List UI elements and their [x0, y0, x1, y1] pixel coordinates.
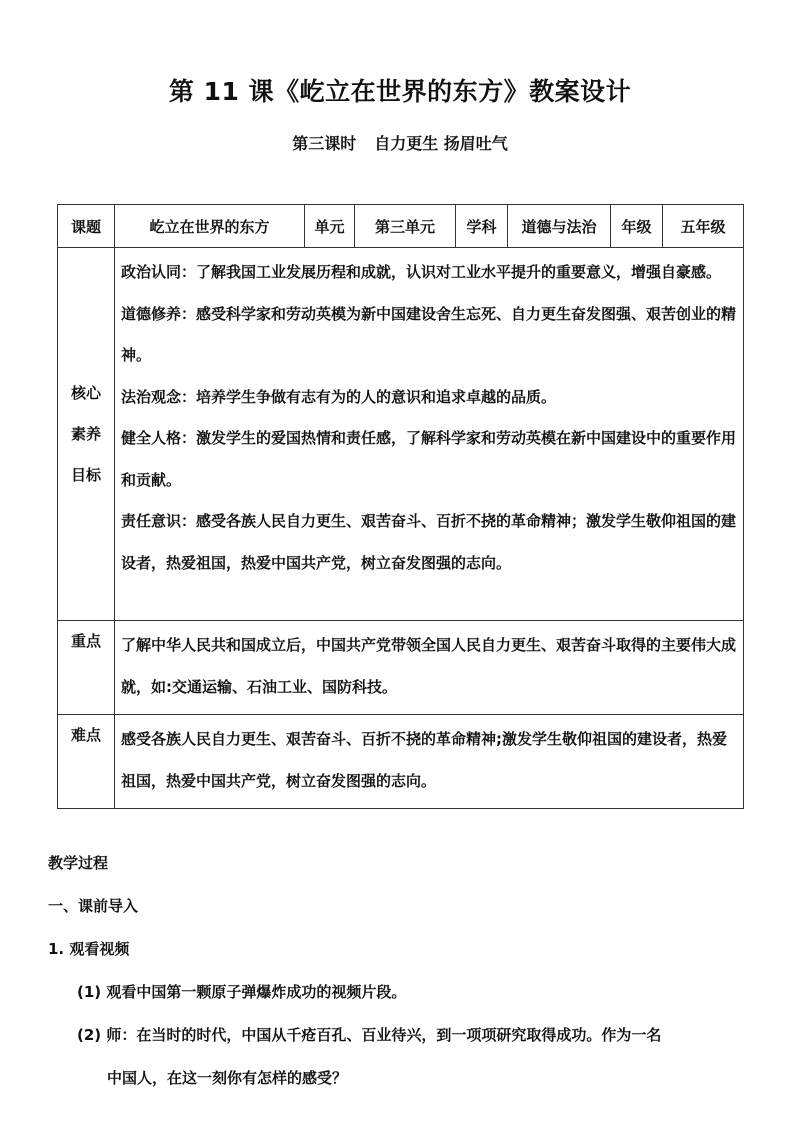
- key-point-label: 重点: [58, 621, 115, 715]
- grade-label: 年级: [611, 205, 663, 248]
- section-heading-intro: 一、课前导入: [48, 897, 139, 915]
- difficulty-row: [58, 715, 744, 809]
- lesson-plan-table: [57, 204, 744, 809]
- difficulty-text: 感受各族人民自力更生、艰苦奋斗、百折不挠的革命精神;激发学生敬仰祖国的建设者，热爱祖国，热爱中国共产党，树立奋发图强的志向。: [115, 715, 744, 809]
- core-goals-row: [58, 248, 744, 621]
- core-label-line-2: 素养: [70, 424, 101, 443]
- teaching-process: [48, 842, 758, 1100]
- subject-label: 学科: [456, 205, 508, 248]
- subtitle-lesson-period: 第三课时: [292, 134, 357, 153]
- core-label-line-1: 核心: [70, 383, 101, 402]
- goal-moral: 道德修养：感受科学家和劳动英模为新中国建设舍生忘死、自力更生奋发图强、艰苦创业的精神。: [121, 304, 737, 364]
- goal-political: 政治认同：了解我国工业发展历程和成就，认识对工业水平提升的重要意义，增强自豪感。: [121, 263, 722, 281]
- topic-value: 屹立在世界的东方: [115, 205, 305, 248]
- topic-label: 课题: [58, 205, 115, 248]
- goal-responsibility: 责任意识：感受各族人民自力更生、艰苦奋斗、百折不挠的革命精神；激发学生敬仰祖国的建设者，热爱祖国，热爱中国共产党，树立奋发图强的志向。: [121, 512, 737, 572]
- goal-law: 法治观念：培养学生争做有志有为的人的意识和追求卓越的品质。: [121, 387, 557, 406]
- subtitle-lesson-theme: 自力更生 扬眉吐气: [374, 134, 508, 153]
- goal-personality: 健全人格：激发学生的爱国热情和责任感，了解科学家和劳动英模在新中国建设中的重要作用和贡献。: [121, 429, 737, 489]
- document-title: 第 11 课《屹立在世界的东方》教案设计: [168, 77, 632, 106]
- sub-step-2-continued: 中国人，在这一刻你有怎样的感受？: [107, 1069, 348, 1087]
- table-header-row: [58, 205, 744, 248]
- difficulty-label: 难点: [58, 715, 115, 809]
- core-label-line-3: 目标: [70, 465, 101, 484]
- sub-step-2: (2) 师：在当时的时代，中国从千疮百孔、百业待兴，到一项项研究取得成功。作为一名: [77, 1026, 662, 1044]
- subject-value: 道德与法治: [508, 205, 611, 248]
- process-heading: 教学过程: [48, 854, 109, 872]
- core-goals-label: [58, 248, 115, 621]
- unit-label: 单元: [305, 205, 355, 248]
- grade-value: 五年级: [663, 205, 744, 248]
- sub-step-1: (1) 观看中国第一颗原子弹爆炸成功的视频片段。: [77, 983, 407, 1001]
- step-watch-video: 1. 观看视频: [48, 940, 130, 958]
- document-subtitle: [0, 131, 800, 154]
- unit-value: 第三单元: [355, 205, 456, 248]
- key-point-row: [58, 621, 744, 715]
- key-point-text: 了解中华人民共和国成立后，中国共产党带领全国人民自力更生、艰苦奋斗取得的主要伟大成就，如:交通运输、石油工业、国防科技。: [115, 621, 744, 715]
- core-goals-content: [115, 248, 744, 621]
